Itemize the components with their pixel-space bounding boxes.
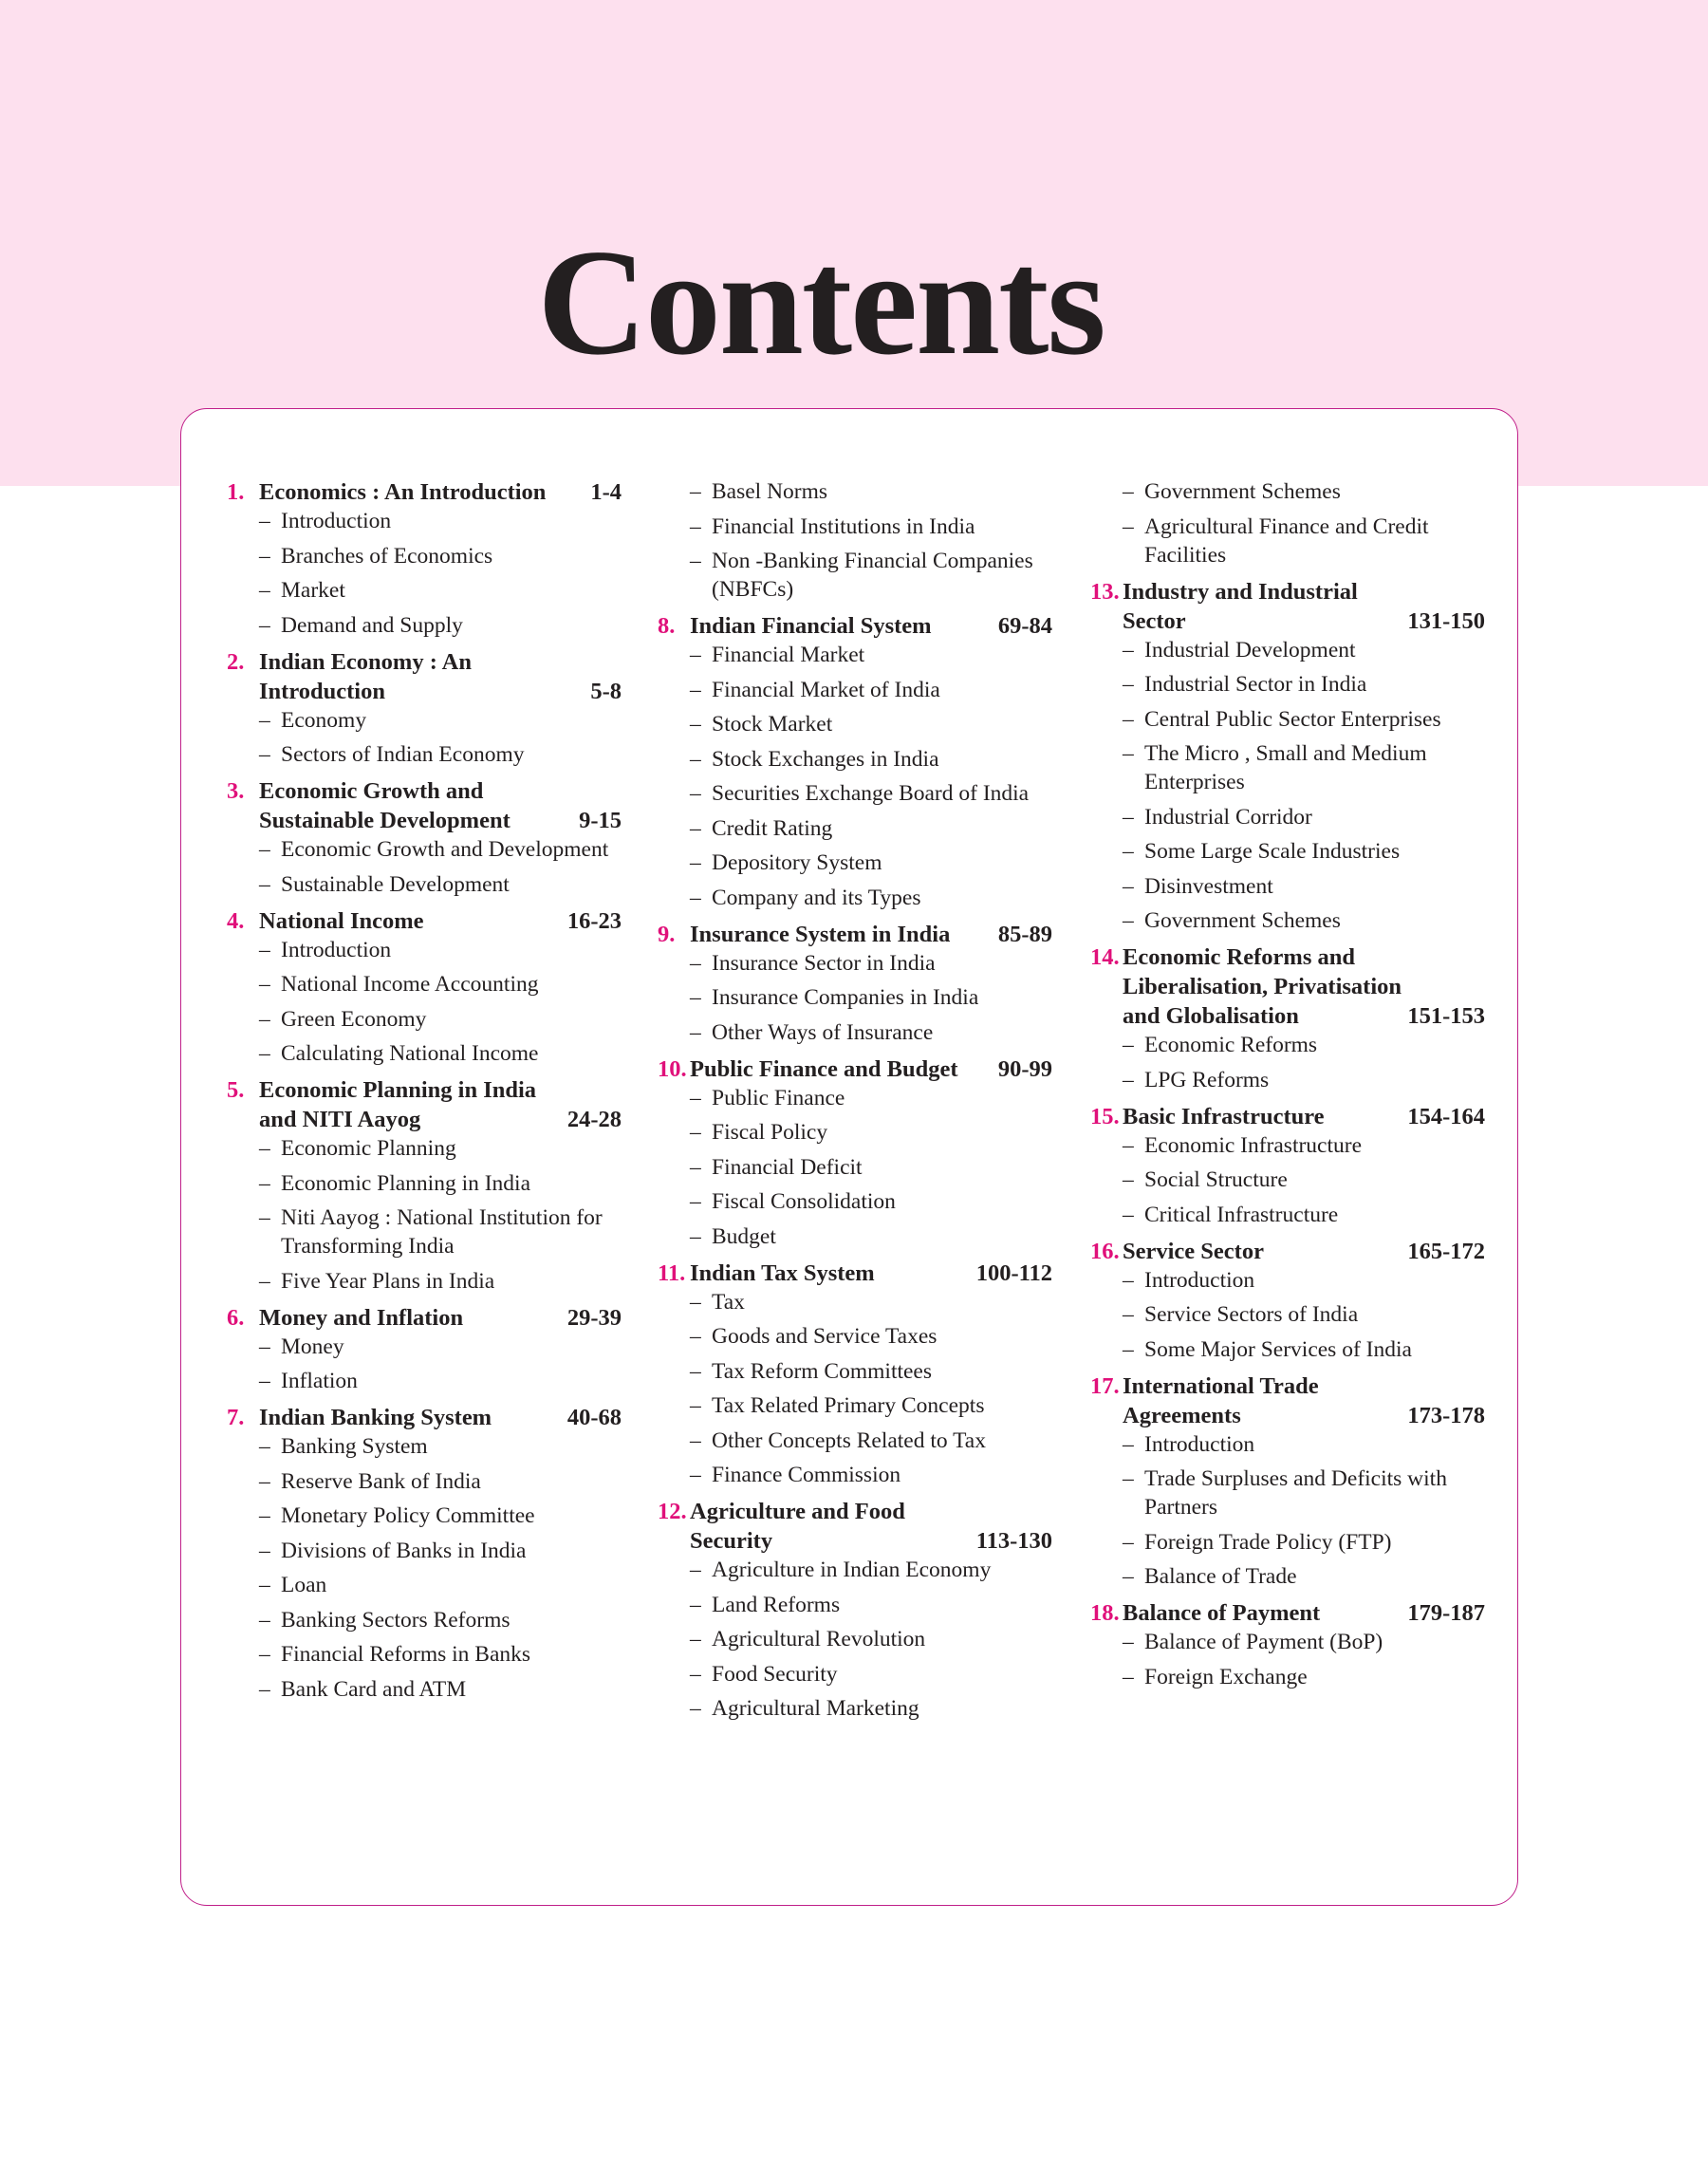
chapter-number: 10. [658,1055,687,1082]
contents-column-3 [1090,477,1485,1699]
chapter-page-range: 40-68 [566,1405,622,1430]
topic-item: – Balance of Payment (BoP) [1090,1628,1485,1656]
topic-item: – Sectors of Indian Economy [227,740,622,769]
topic-item: – Securities Exchange Board of India [658,779,1052,808]
chapter-title: Basic Infrastructure [1123,1103,1325,1129]
contents-box [180,408,1518,1906]
topic-item: – Tax Related Primary Concepts [658,1391,1052,1420]
chapter-title: Economic Planning in India and NITI Aayog [259,1077,537,1132]
chapter-page-range: 131-150 [1407,607,1485,634]
chapter-title: Money and Inflation [259,1304,464,1331]
chapter-title: International Trade Agreements [1123,1372,1319,1428]
chapter-entry [227,906,622,1069]
chapter-number: 2. [227,648,245,675]
chapter-title: Economics : An Introduction [259,479,547,505]
chapter-page-range: 16-23 [566,907,622,934]
topic-item: – Introduction [1090,1430,1485,1459]
topic-item: – Economic Planning in India [227,1169,622,1198]
topic-item: – Tax Reform Committees [658,1357,1052,1386]
topic-item: – Government Schemes [1090,477,1485,506]
topic-item: – Company and its Types [658,884,1052,912]
topic-item: – Economic Planning [227,1134,622,1163]
topic-list [1090,1430,1485,1592]
topic-item: – Trade Surpluses and Deficits with Partners [1090,1465,1485,1521]
topic-list [227,1134,622,1296]
chapter-entry [227,776,622,899]
topic-item: – Financial Market of India [658,676,1052,704]
topic-item: – Fiscal Policy [658,1118,1052,1147]
chapter-title: Indian Tax System [690,1259,875,1286]
topic-item: – Divisions of Banks in India [227,1537,622,1565]
chapter-heading [227,1303,622,1333]
chapter-heading [1090,577,1485,636]
chapter-page-range: 5-8 [590,678,622,704]
chapter-title: Agriculture and Food Security [690,1499,905,1554]
chapter-entry [658,1259,1052,1490]
topic-item: – Agricultural Finance and Credit Facilities [1090,513,1485,569]
topic-list [227,1432,622,1704]
topic-list [227,1333,622,1396]
chapter-entry [658,1497,1052,1723]
topic-item: – Financial Market [658,641,1052,669]
chapter-heading [658,611,1052,641]
topic-item: – Foreign Trade Policy (FTP) [1090,1528,1485,1557]
topic-item: – Non -Banking Financial Companies (NBFCs) [658,547,1052,604]
chapter-number: 16. [1090,1238,1120,1264]
topic-item: – Service Sectors of India [1090,1300,1485,1329]
chapter-heading [227,1403,622,1432]
topic-list [227,507,622,640]
chapter-number: 11. [658,1259,686,1286]
topic-item: – Banking Sectors Reforms [227,1606,622,1634]
chapter-entry [227,1075,622,1296]
topic-item: – Industrial Development [1090,636,1485,664]
topic-list [227,706,622,770]
topic-item: – Industrial Sector in India [1090,670,1485,699]
chapter-entry [1090,1598,1485,1691]
chapter-number: 17. [1090,1372,1120,1399]
topic-item: – Economy [227,706,622,735]
chapter-entry [227,1403,622,1704]
continued-topic-list [658,477,1052,604]
topic-item: – Monetary Policy Committee [227,1502,622,1530]
topic-list [1090,1131,1485,1229]
topic-item: – The Micro , Small and Medium Enterprises [1090,739,1485,796]
chapter-entry [658,1054,1052,1251]
chapter-title: Economic Growth and Sustainable Development [259,778,511,833]
chapter-heading [658,1259,1052,1288]
topic-item: – Sustainable Development [227,870,622,899]
chapter-title: Balance of Payment [1123,1600,1321,1626]
topic-list [658,1556,1052,1723]
chapter-heading [658,920,1052,949]
chapter-page-range: 1-4 [590,479,622,505]
topic-item: – Introduction [227,936,622,964]
topic-list [227,936,622,1069]
topic-item: – Balance of Trade [1090,1562,1485,1591]
topic-item: – Insurance Sector in India [658,949,1052,978]
chapter-number: 13. [1090,578,1120,605]
chapter-heading [227,647,622,706]
topic-item: – Green Economy [227,1005,622,1034]
topic-item: – Economic Infrastructure [1090,1131,1485,1160]
topic-item: – Agriculture in Indian Economy [658,1556,1052,1584]
topic-item: – National Income Accounting [227,970,622,998]
topic-item: – Budget [658,1222,1052,1251]
topic-item: – Depository System [658,849,1052,877]
chapter-page-range: 90-99 [997,1055,1052,1082]
topic-item: – Stock Market [658,710,1052,738]
chapter-heading [1090,942,1485,1031]
topic-item: – Reserve Bank of India [227,1467,622,1496]
chapter-title: Indian Banking System [259,1405,492,1430]
chapter-page-range: 24-28 [566,1107,622,1132]
topic-item: – Niti Aayog : National Institution for Transforming India [227,1203,622,1260]
chapter-entry [658,611,1052,912]
chapter-entry [1090,1102,1485,1229]
chapter-entry [1090,942,1485,1094]
chapter-entry [1090,1371,1485,1592]
topic-item: – Other Concepts Related to Tax [658,1427,1052,1455]
chapter-heading [227,477,622,507]
topic-item: – Goods and Service Taxes [658,1322,1052,1351]
topic-item: – Branches of Economics [227,542,622,570]
chapter-title: National Income [259,907,424,934]
chapter-entry [1090,1237,1485,1364]
chapter-title: Economic Reforms and Liberalisation, Privatisation and Globalisation [1123,944,1402,1029]
topic-item: – Finance Commission [658,1461,1052,1489]
chapter-page-range: 113-130 [975,1528,1052,1554]
chapter-number: 8. [658,613,676,639]
chapter-heading [227,1075,622,1134]
topic-item: – Stock Exchanges in India [658,745,1052,774]
chapter-entry [227,1303,622,1396]
chapter-number: 6. [227,1304,245,1331]
chapter-number: 9. [658,921,676,947]
topic-item: – Credit Rating [658,814,1052,843]
chapter-number: 14. [1090,944,1120,970]
chapter-title: Indian Economy : An Introduction [259,648,472,704]
topic-item: – Foreign Exchange [1090,1663,1485,1691]
topic-item: – Some Large Scale Industries [1090,837,1485,866]
topic-list [658,641,1052,912]
chapter-entry [1090,577,1485,936]
topic-item: – Economic Growth and Development [227,835,622,864]
topic-item: – Social Structure [1090,1166,1485,1194]
topic-item: – Agricultural Revolution [658,1625,1052,1653]
topic-item: – Critical Infrastructure [1090,1201,1485,1229]
chapter-number: 18. [1090,1600,1120,1626]
topic-item: – Financial Deficit [658,1153,1052,1182]
topic-item: – Financial Reforms in Banks [227,1640,622,1669]
topic-item: – Central Public Sector Enterprises [1090,705,1485,734]
topic-item: – Introduction [1090,1266,1485,1295]
topic-item: – Calculating National Income [227,1039,622,1068]
chapter-title: Service Sector [1123,1238,1264,1264]
chapter-number: 7. [227,1405,245,1430]
topic-item: – Financial Institutions in India [658,513,1052,541]
topic-item: – Food Security [658,1660,1052,1689]
topic-item: – Economic Reforms [1090,1031,1485,1059]
topic-list [1090,1266,1485,1364]
chapter-heading [227,776,622,835]
topic-item: – Industrial Corridor [1090,803,1485,831]
chapter-heading [1090,1598,1485,1628]
topic-item: – Money [227,1333,622,1361]
topic-item: – Introduction [227,507,622,535]
topic-item: – Bank Card and ATM [227,1675,622,1704]
topic-item: – Public Finance [658,1084,1052,1112]
chapter-heading [1090,1237,1485,1266]
chapter-title: Public Finance and Budget [690,1055,958,1082]
chapter-page-range: 165-172 [1407,1238,1485,1264]
chapter-heading [658,1497,1052,1556]
topic-list [658,1084,1052,1251]
chapter-page-range: 154-164 [1407,1103,1485,1129]
chapter-number: 1. [227,479,245,505]
chapter-number: 3. [227,778,245,804]
topic-list [227,835,622,899]
chapter-entry [227,477,622,640]
chapter-page-range: 179-187 [1407,1600,1485,1626]
chapter-page-range: 69-84 [997,613,1052,639]
topic-item: – Other Ways of Insurance [658,1018,1052,1047]
topic-item: – Five Year Plans in India [227,1267,622,1296]
chapter-title: Indian Financial System [690,613,932,639]
chapter-title: Insurance System in India [690,921,951,947]
topic-item: – Banking System [227,1432,622,1461]
topic-list [658,1288,1052,1490]
topic-item: – Inflation [227,1367,622,1395]
chapter-heading [227,906,622,936]
topic-item: – Market [227,576,622,605]
chapter-page-range: 151-153 [1407,1003,1485,1029]
chapter-number: 15. [1090,1103,1120,1129]
topic-item: – Disinvestment [1090,872,1485,901]
contents-column-1 [227,477,622,1711]
chapter-number: 4. [227,907,245,934]
chapter-number: 5. [227,1077,245,1103]
topic-list [1090,1031,1485,1094]
chapter-heading [1090,1102,1485,1131]
chapter-page-range: 29-39 [566,1304,622,1331]
topic-item: – Loan [227,1571,622,1599]
topic-item: – Government Schemes [1090,906,1485,935]
topic-item: – Demand and Supply [227,611,622,640]
chapter-page-range: 9-15 [579,808,622,833]
chapter-page-range: 173-178 [1407,1402,1485,1428]
topic-item: – Fiscal Consolidation [658,1187,1052,1216]
topic-item: – Land Reforms [658,1591,1052,1619]
chapter-number: 12. [658,1499,687,1524]
topic-item: – Agricultural Marketing [658,1694,1052,1723]
chapter-entry [227,647,622,770]
topic-item: – Some Major Services of India [1090,1335,1485,1364]
contents-column-2 [658,477,1052,1730]
topic-item: – Tax [658,1288,1052,1316]
topic-item: – LPG Reforms [1090,1066,1485,1094]
topic-list [1090,1628,1485,1691]
topic-item: – Insurance Companies in India [658,983,1052,1012]
topic-list [1090,636,1485,936]
topic-item: – Basel Norms [658,477,1052,506]
page-title: Contents [537,217,1105,386]
chapter-page-range: 85-89 [997,921,1052,947]
topic-list [658,949,1052,1047]
chapter-title: Industry and Industrial Sector [1123,578,1358,634]
continued-topic-list [1090,477,1485,569]
chapter-heading [1090,1371,1485,1430]
chapter-entry [658,920,1052,1047]
chapter-page-range: 100-112 [975,1259,1052,1286]
chapter-heading [658,1054,1052,1084]
